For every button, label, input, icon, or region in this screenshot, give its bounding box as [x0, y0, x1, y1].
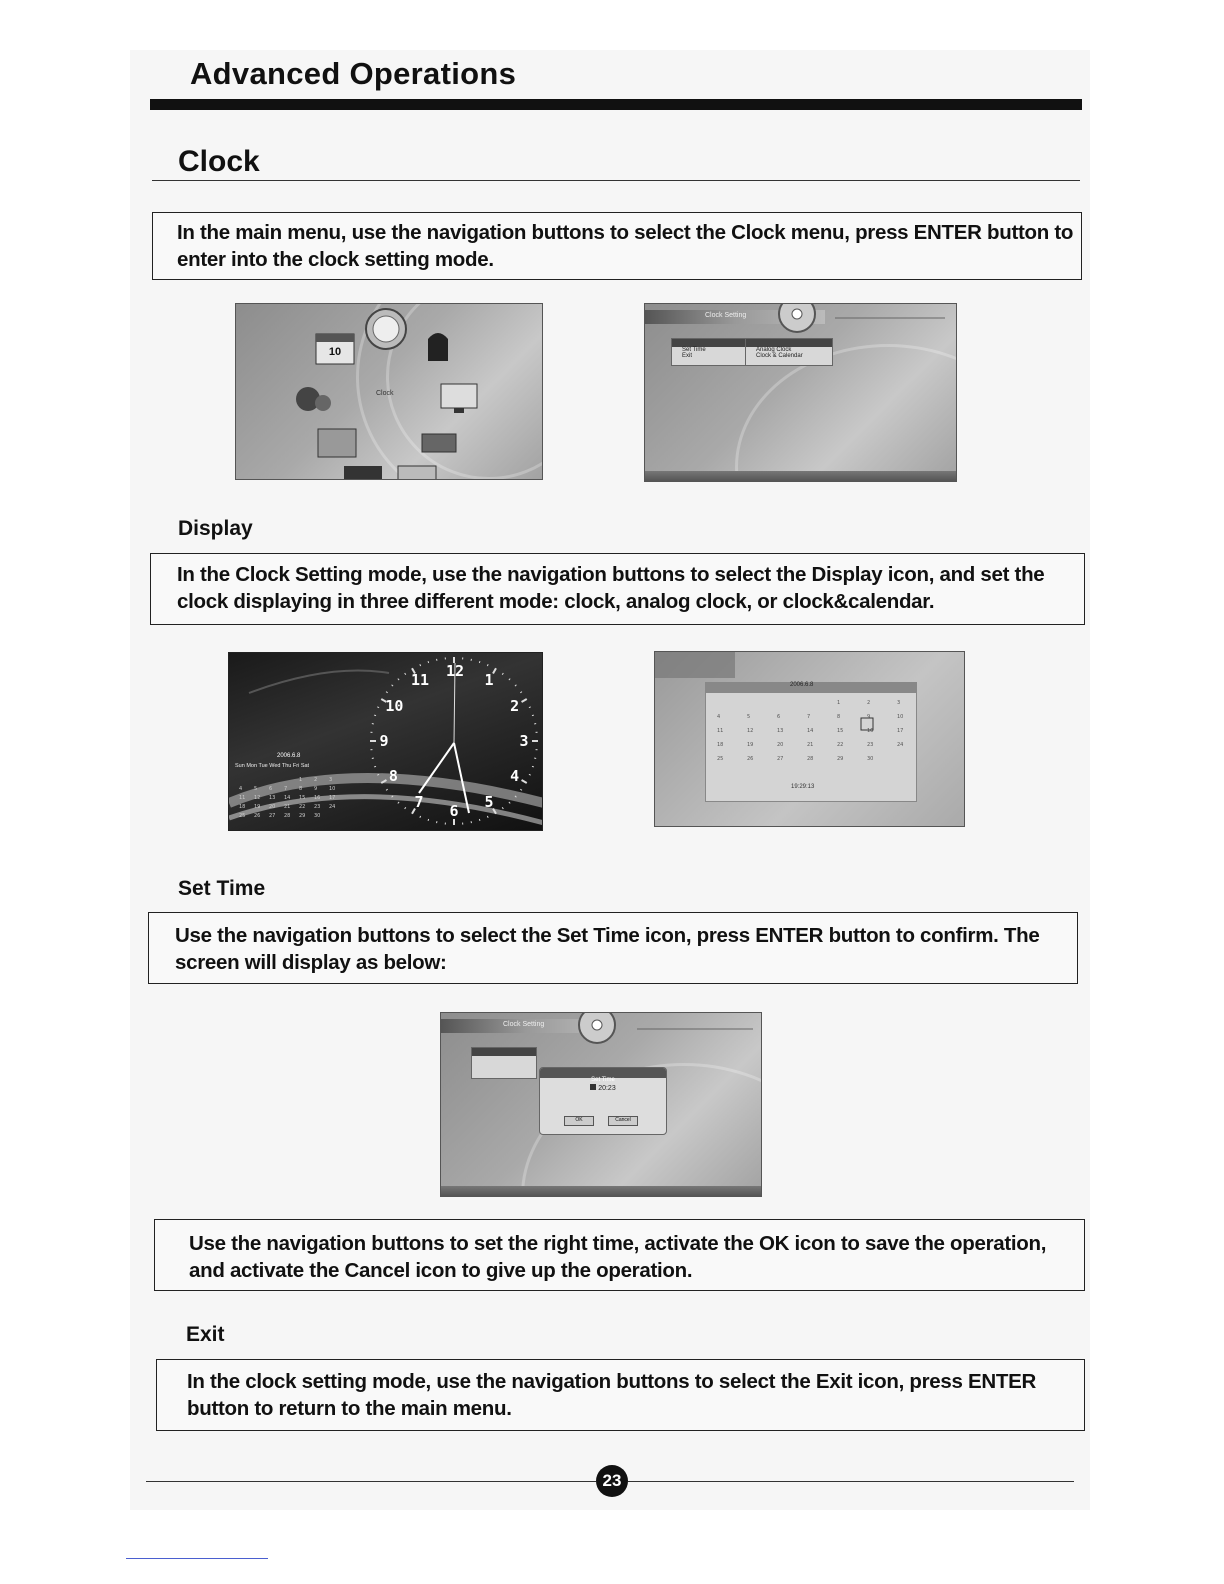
clock-tick — [529, 774, 531, 775]
clock-numeral: 3 — [519, 732, 529, 750]
clock-tick — [509, 679, 510, 680]
set-time-ok-button[interactable]: OK — [564, 1116, 594, 1126]
calendar-day: 11 — [717, 728, 724, 734]
clock-tick — [428, 661, 429, 663]
clock-tick — [386, 692, 388, 693]
calendar-day: 22 — [837, 742, 844, 748]
clock-tick — [374, 766, 376, 767]
mini-calendar-day: 14 — [284, 795, 291, 801]
clock-tick — [405, 807, 406, 809]
mini-calendar-day: 30 — [314, 813, 321, 819]
clock-tick — [520, 692, 522, 693]
calendar-day: 19 — [747, 742, 754, 748]
mini-calendar-day: 18 — [239, 804, 246, 810]
section-divider — [152, 180, 1080, 181]
calendar-day: 25 — [717, 756, 724, 762]
clock-tick — [420, 664, 421, 666]
section-title: Clock — [178, 145, 260, 178]
clock-tick — [428, 819, 429, 821]
screen-toolbar — [441, 1186, 761, 1196]
calendar-day: 26 — [747, 756, 754, 762]
calendar-day: 1 — [837, 700, 841, 706]
clock-tick — [487, 816, 488, 818]
mini-calendar-day: 20 — [269, 804, 276, 810]
calendar-day: 23 — [867, 742, 874, 748]
clock-tick — [405, 673, 406, 675]
clock-numeral: 8 — [388, 767, 398, 785]
calendar-day: 7 — [807, 714, 811, 720]
mini-calendar-day: 15 — [299, 795, 306, 801]
set-time-side-menu — [471, 1047, 537, 1079]
calendar-date: 2006.6.8 — [790, 682, 814, 688]
calendar-day: 2 — [867, 700, 871, 706]
calendar-day: 30 — [867, 756, 874, 762]
calendar-grid — [655, 652, 965, 827]
calendar-time: 19:29:13 — [791, 784, 815, 790]
calendar-day: 29 — [837, 756, 844, 762]
mini-calendar-day: 27 — [269, 813, 276, 819]
calendar-day: 8 — [837, 714, 841, 720]
calendar-day: 28 — [807, 756, 814, 762]
clock-setting-menu — [671, 338, 747, 366]
mini-calendar-day: 2 — [314, 777, 318, 783]
set-time-screenshot — [440, 1012, 762, 1197]
mini-calendar-day: 26 — [254, 813, 261, 819]
submenu-item-clock-calendar[interactable]: Clock & Calendar — [756, 353, 803, 359]
clock-tick — [479, 661, 480, 663]
analog-clock-date: 2006.6.8 — [277, 753, 301, 759]
mini-calendar-day: 6 — [269, 786, 273, 792]
calendar-screenshot — [654, 651, 965, 827]
calendar-day: 10 — [897, 714, 904, 720]
set-time-cancel-button[interactable]: Cancel — [608, 1116, 638, 1126]
clock-tick — [420, 816, 421, 818]
mini-calendar-day: 9 — [314, 786, 318, 792]
footer-rule-right — [628, 1481, 1074, 1482]
display-submenu — [745, 338, 833, 366]
intro-textbox — [152, 212, 1082, 280]
mini-calendar-day: 8 — [299, 786, 303, 792]
main-menu-calendar-number: 10 — [328, 346, 342, 358]
clock-numeral: 10 — [385, 697, 404, 715]
calendar-day: 13 — [777, 728, 784, 734]
clock-setting-screenshot — [644, 303, 957, 482]
clock-numeral: 9 — [379, 732, 389, 750]
clock-menu-item-set-time[interactable]: Set Time — [682, 347, 706, 353]
mini-calendar-day: 25 — [239, 813, 246, 819]
exit-text: In the clock setting mode, use the navigation buttons to select the Exit icon, press ENTER button to return to the main menu. — [187, 1370, 1036, 1420]
intro-text: In the main menu, use the navigation buttons to select the Clock menu, press ENTER button to enter into the clock setting mode. — [177, 221, 1074, 271]
main-menu-center-label: Clock — [376, 390, 394, 397]
calendar-day: 12 — [747, 728, 754, 734]
calendar-day: 17 — [897, 728, 904, 734]
clock-numeral: 6 — [449, 802, 459, 820]
calendar-day: 3 — [897, 700, 901, 706]
clock-tick — [515, 685, 516, 686]
set-time-textbox — [148, 912, 1078, 984]
clock-menu-item-exit[interactable]: Exit — [682, 353, 693, 359]
set-time-screen-title: Clock Setting — [503, 1021, 545, 1028]
calendar-day: 24 — [897, 742, 904, 748]
clock-tick — [509, 802, 510, 803]
clock-tick — [532, 715, 534, 716]
set-time-time-value[interactable]: 20:23 — [598, 1085, 616, 1092]
set-time-dialog — [539, 1067, 667, 1135]
mini-calendar-day: 16 — [314, 795, 321, 801]
calendar-day: 14 — [807, 728, 814, 734]
clock-tick — [398, 802, 399, 803]
clock-numeral: 4 — [510, 767, 520, 785]
clock-numeral: 11 — [411, 671, 430, 690]
calendar-day: 18 — [717, 742, 724, 748]
mini-calendar-day: 24 — [329, 804, 336, 810]
mini-calendar-day: 7 — [284, 786, 288, 792]
mini-calendar-day: 21 — [284, 804, 291, 810]
mini-calendar-day: 11 — [239, 795, 246, 801]
clock-tick — [392, 685, 393, 686]
main-menu-screenshot — [235, 303, 543, 480]
set-time-heading: Set Time — [178, 877, 266, 900]
clock-numeral: 1 — [484, 671, 494, 690]
mini-calendar-day: 19 — [254, 804, 261, 810]
clock-tick — [386, 789, 388, 790]
clock-tick — [374, 715, 376, 716]
clock-tick — [377, 707, 379, 708]
clock-numeral: 2 — [510, 697, 520, 715]
calendar-day: 15 — [837, 728, 844, 734]
display-text: In the Clock Setting mode, use the navigation buttons to select the Display icon, and set the clock displaying in three different mode: clock, analog clock, or clock&calendar. — [177, 563, 1045, 613]
set-time-instructions-text: Use the navigation buttons to set the right time, activate the OK icon to save the operation, and activate the Cancel icon to give up the operation. — [189, 1232, 1047, 1282]
set-time-text: Use the navigation buttons to select the Set Time icon, press ENTER button to confirm. The screen will display as below: — [175, 924, 1040, 974]
header-bar — [150, 99, 1082, 110]
mini-calendar-day: 12 — [254, 795, 261, 801]
mini-calendar-day: 1 — [299, 777, 303, 783]
display-textbox — [150, 553, 1085, 625]
mini-calendar-day: 3 — [329, 777, 333, 783]
exit-heading: Exit — [186, 1323, 225, 1346]
calendar-day: 9 — [867, 714, 871, 720]
clock-tick — [532, 766, 534, 767]
submenu-item-analog-clock[interactable]: Analog Clock — [756, 347, 792, 353]
mini-calendar-day: 28 — [284, 813, 291, 819]
bottom-link-underline — [126, 1558, 268, 1559]
calendar-day: 27 — [777, 756, 784, 762]
calendar-day: 20 — [777, 742, 784, 748]
calendar-day: 21 — [807, 742, 814, 748]
clock-tick — [502, 807, 503, 809]
set-time-dialog-title: Set Time — [591, 1077, 615, 1083]
clock-tick — [398, 679, 399, 680]
analog-clock-weekdays: Sun Mon Tue Wed Thu Fri Sat — [235, 763, 310, 769]
calendar-day: 16 — [867, 728, 874, 734]
clock-numeral: 12 — [446, 662, 465, 680]
mini-calendar-day: 17 — [329, 795, 336, 801]
calendar-day: 4 — [717, 714, 721, 720]
mini-calendar-day: 13 — [269, 795, 276, 801]
clock-tick — [529, 707, 531, 708]
set-time-instructions-textbox — [154, 1219, 1085, 1291]
time-field-icon — [590, 1084, 596, 1090]
calendar-day: 6 — [777, 714, 781, 720]
clock-numeral: 7 — [414, 792, 424, 811]
page-number: 23 — [596, 1465, 628, 1497]
mini-calendar-day: 4 — [239, 786, 243, 792]
calendar-day: 5 — [747, 714, 751, 720]
clock-numeral: 5 — [484, 792, 494, 811]
screen-toolbar — [645, 471, 956, 481]
mini-calendar-day: 23 — [314, 804, 321, 810]
footer-rule-left — [146, 1481, 596, 1482]
display-heading: Display — [178, 517, 253, 540]
clock-setting-title: Clock Setting — [705, 312, 747, 319]
clock-tick — [520, 789, 522, 790]
analog-clock-screenshot — [228, 652, 543, 831]
clock-tick — [502, 673, 503, 675]
mini-calendar-grid — [235, 773, 365, 823]
mini-calendar-day: 22 — [299, 804, 306, 810]
exit-textbox — [156, 1359, 1085, 1431]
mini-calendar-day: 5 — [254, 786, 258, 792]
clock-tick — [487, 664, 488, 666]
mini-calendar-day: 10 — [329, 786, 336, 792]
page-header-title: Advanced Operations — [190, 56, 517, 91]
clock-tick — [479, 819, 480, 821]
mini-calendar-day: 29 — [299, 813, 306, 819]
